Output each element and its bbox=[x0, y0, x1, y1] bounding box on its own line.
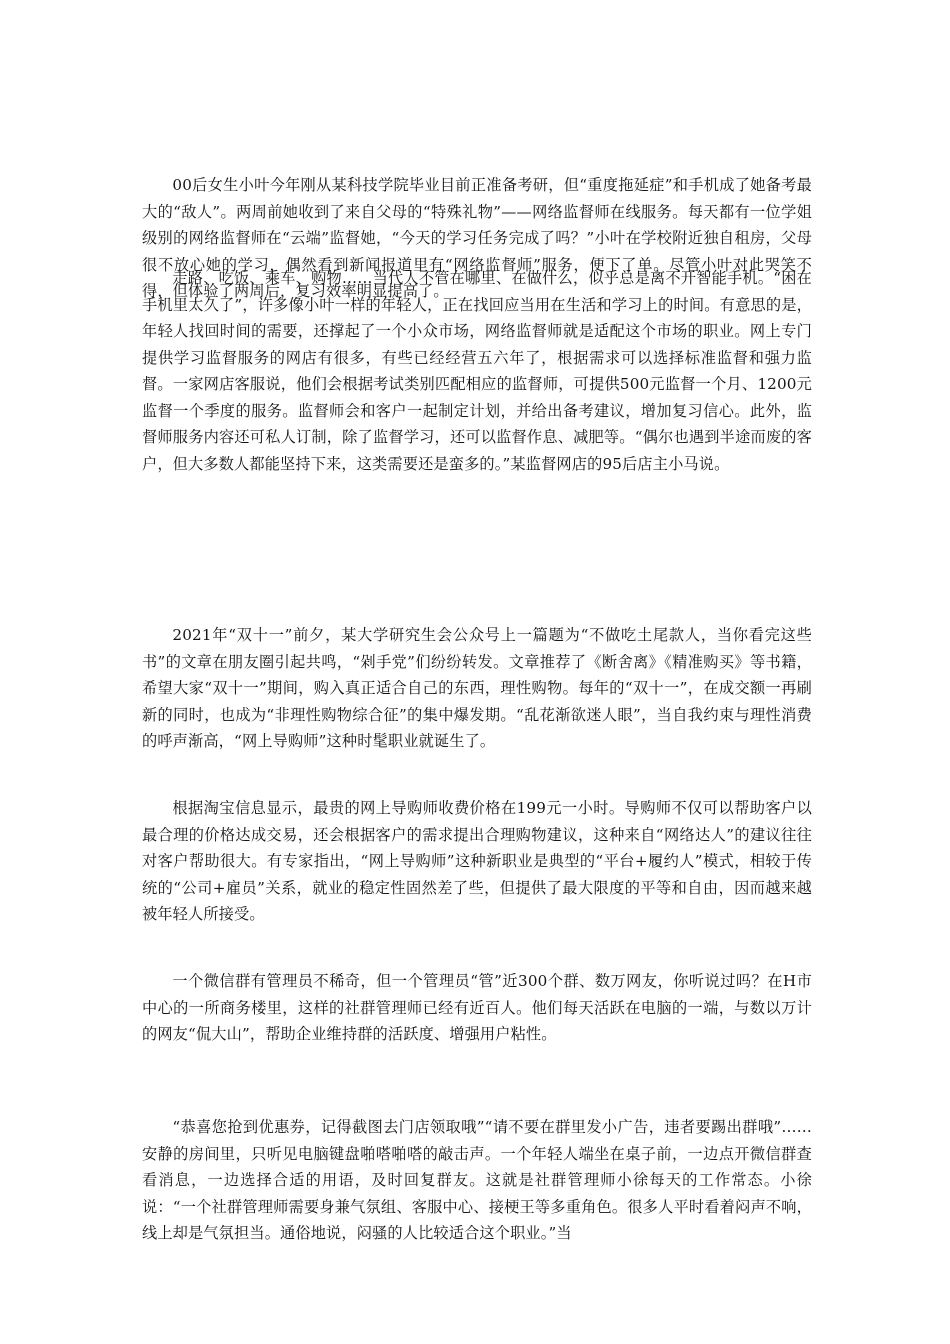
paragraph-2: 走路、吃饭、乘车、购物……当代人不管在哪里、在做什么，似乎总是离不开智能手机。“困在手机里太久了”，许多像小叶一样的年轻人，正在找回应当用在生活和学习上的时间。有意思的是，年轻人找回时间的需要，还撑起了一个小众市场，网络监督师就是适配这个市场的职业。网上专门提供学习监督服务的网店有很多，有些已经经营五六年了，根据需求可以选择标准监督和强力监督。一家网店客服说，他们会根据考试类别匹配相应的监督师，可提供500元监督一个月、1200元监督一个季度的服务。监督师会和客户一起制定计划，并给出备考建议，增加复习信心。此外，监督师服务内容还可私人订制，除了监督学习，还可以监督作息、减肥等。“偶尔也遇到半途而废的客户，但大多数人都能坚持下来，这类需要还是蛮多的。”某监督网店的95后店主小马说。 bbox=[142, 269, 812, 473]
paragraph-4: 根据淘宝信息显示，最贵的网上导购师收费价格在199元一小时。导购师不仅可以帮助客户以最合理的价格达成交易，还会根据客户的需求提出合理购物建议，这种来自“网络达人”的建议往往对客户帮助很大。有专家指出，“网上导购师”这种新职业是典型的“平台+履约人”模式，相较于传统的“公司+雇员”关系，就业的稳定性固然差了些，但提供了最大限度的平等和自由，因而越来越被年轻人所接受。 bbox=[142, 799, 812, 923]
paragraph-5: 一个微信群有管理员不稀奇，但一个管理员“管”近300个群、数万网友，你听说过吗？在H市中心的一所商务楼里，这样的社群管理师已经有近百人。他们每天活跃在电脑的一端，与数以万计的网友“侃大山”，帮助企业维持群的活跃度、增强用户粘性。 bbox=[142, 972, 812, 1043]
paragraph-1: 00后女生小叶今年刚从某科技学院毕业目前正准备考研，但“重度拖延症”和手机成了她备考最大的“敌人”。两周前她收到了来自父母的“特殊礼物”——网络监督师在线服务。每天都有一位学姐级别的网络监督师在“云端”监督她，“今天的学习任务完成了吗？”小叶在学校附近独自租房，父母很不放心她的学习，偶然看到新闻报道里有“网络监督师”服务，便下了单。尽管小叶对此哭笑不得，但体验了两周后，复习效率明显提高了。 bbox=[142, 176, 812, 300]
paragraph-3: 2021年“双十一”前夕，某大学研究生会公众号上一篇题为“不做吃土尾款人，当你看完这些书”的文章在朋友圈引起共鸣，“剁手党”们纷纷转发。文章推荐了《断舍离》《精准购买》等书籍，希望大家“双十一”期间，购入真正适合自己的东西，理性购物。每年的“双十一”，在成交额一再刷新的同时，也成为“非理性购物综合征”的集中爆发期。“乱花渐欲迷人眼”，当自我约束与理性消费的呼声渐高，“网上导购师”这种时髦职业就诞生了。 bbox=[142, 626, 812, 750]
paragraph-6: “恭喜您抢到优惠券，记得截图去门店领取哦”“请不要在群里发小广告，违者要踢出群哦”……安静的房间里，只听见电脑键盘啪嗒啪嗒的敲击声。一个年轻人端坐在桌子前，一边点开微信群查看消息，一边选择合适的用语，及时回复群友。这就是社群管理师小徐每天的工作常态。小徐说：“一个社群管理师需要身兼气氛组、客服中心、接梗王等多重角色。很多人平时看着闷声不响，线上却是气氛担当。通俗地说，闷骚的人比较适合这个职业。”当 bbox=[142, 1118, 812, 1242]
